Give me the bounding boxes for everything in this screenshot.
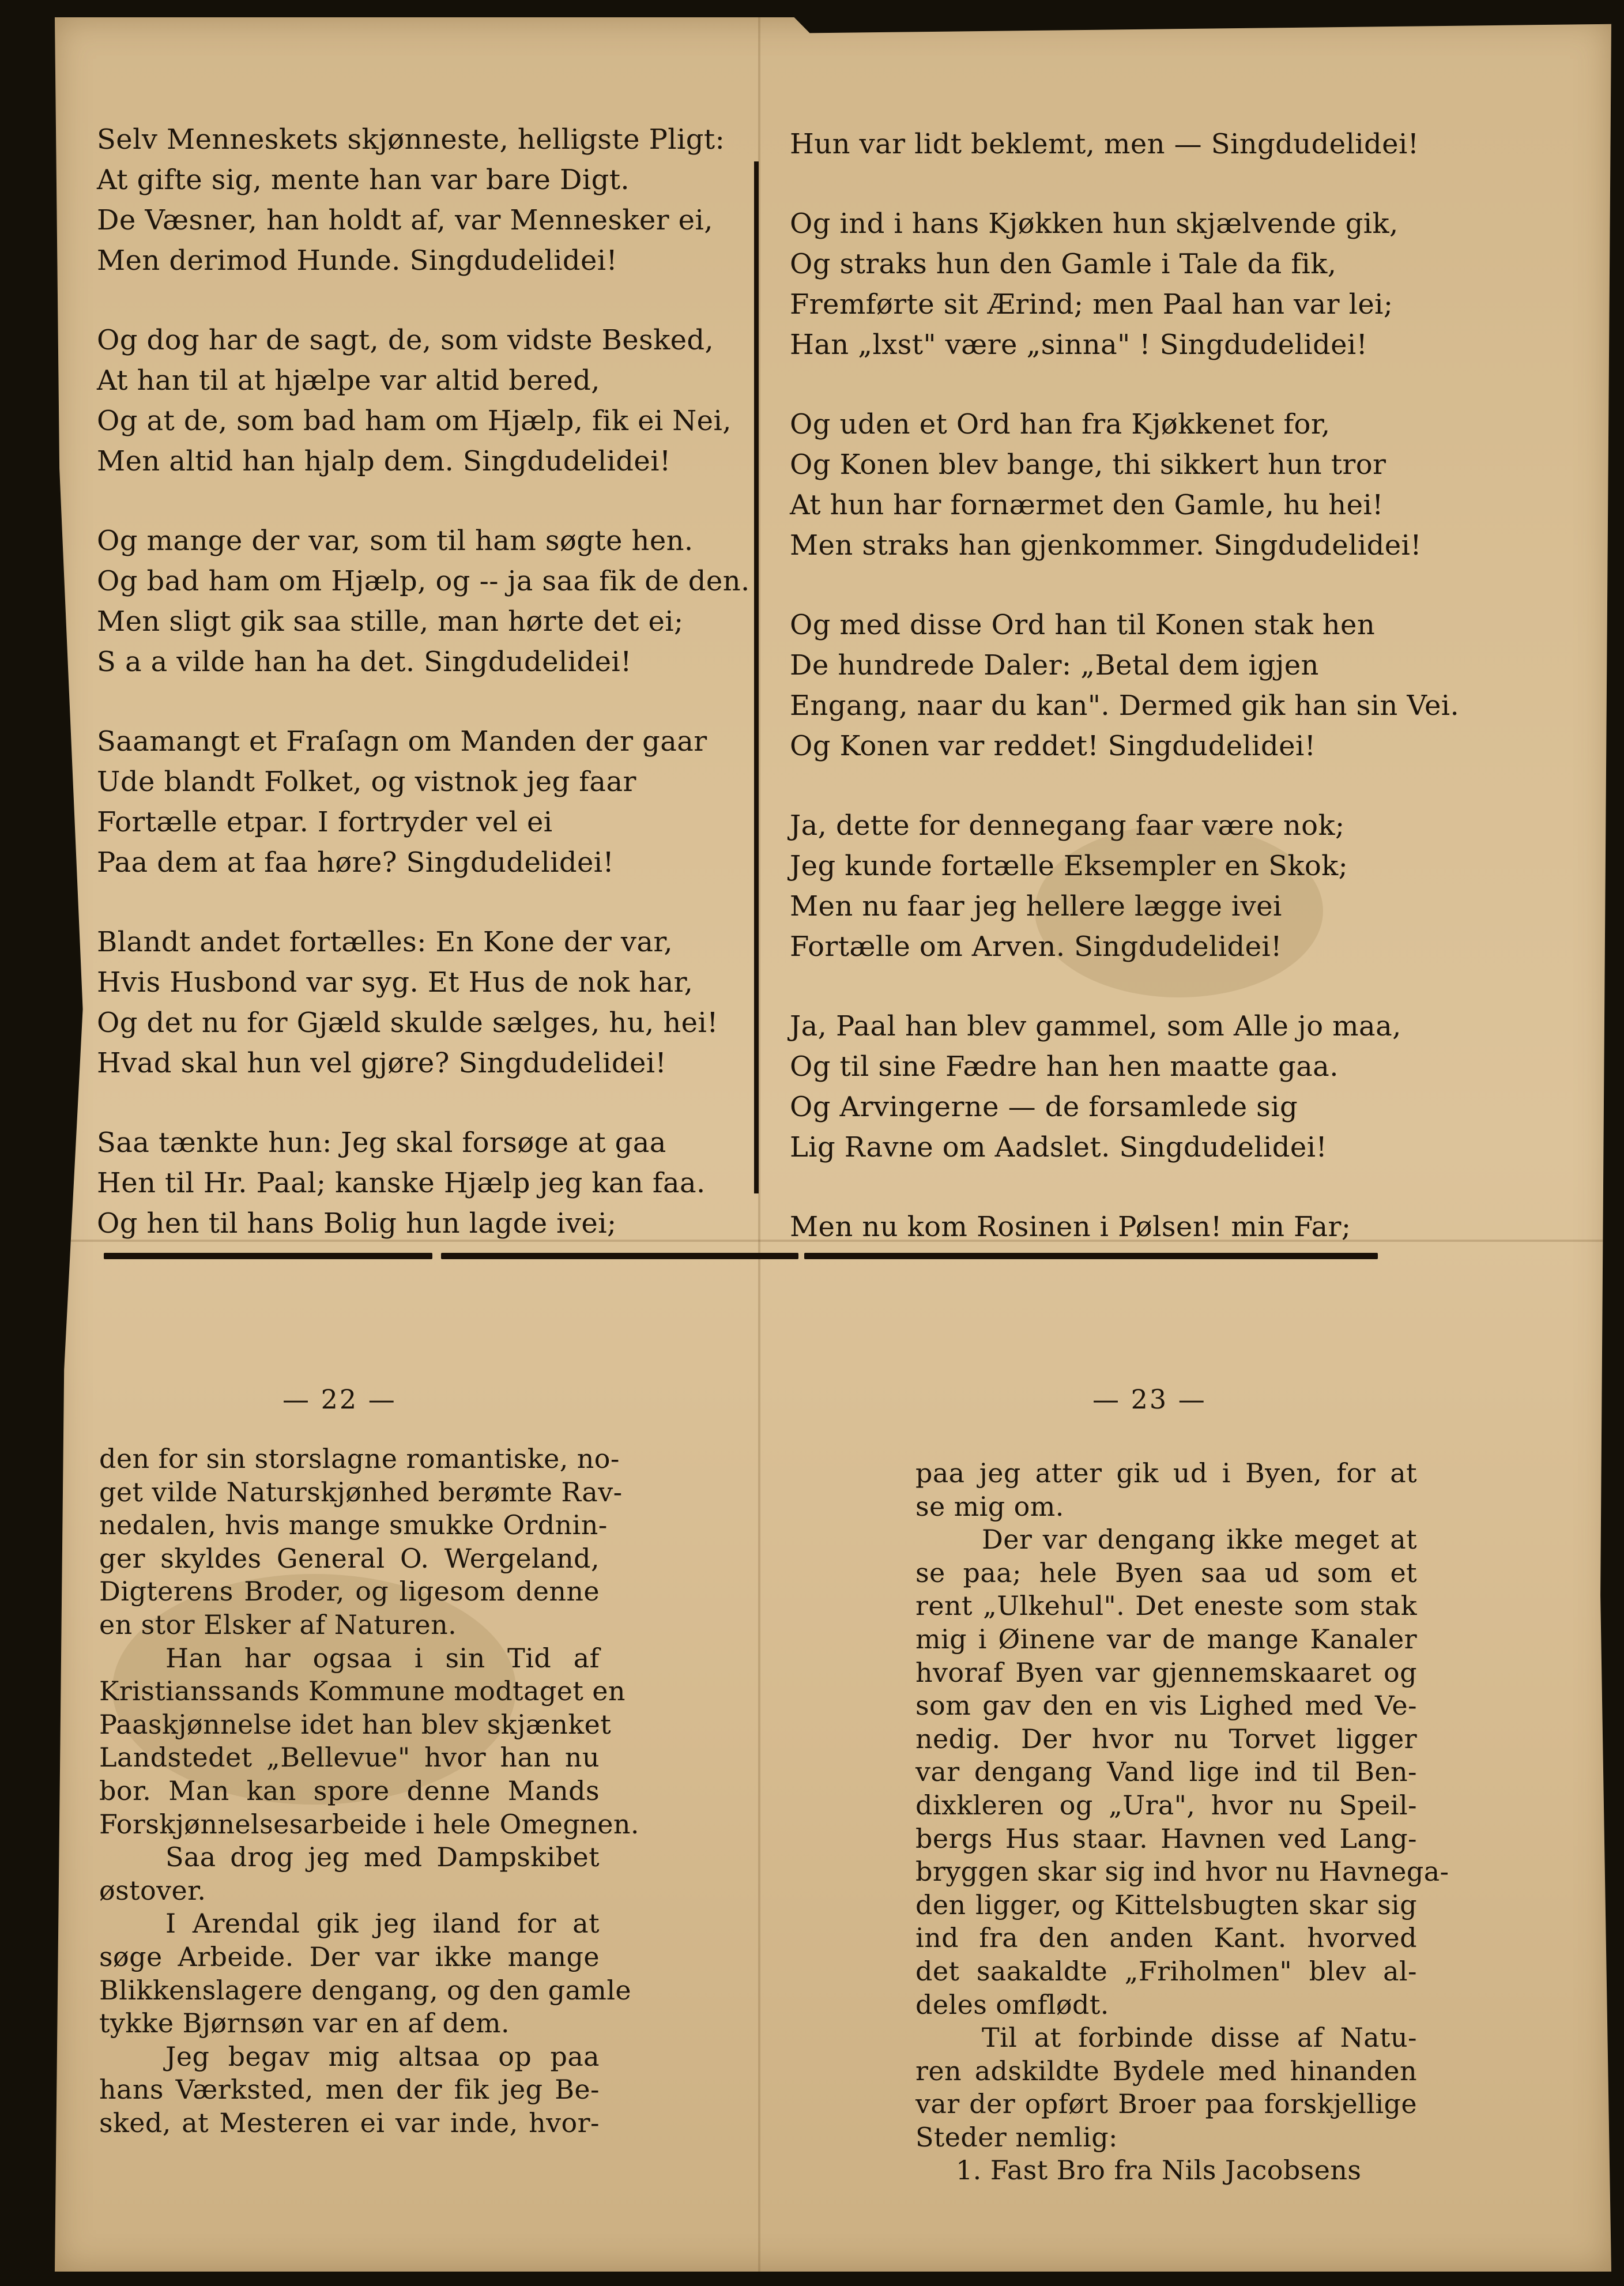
top-right-verse-column [790, 124, 1460, 1286]
text-line: Han har ogsaa i sin Tid af [165, 1642, 600, 1674]
verse-line: At hun har fornærmet den Gamle, hu hei! [790, 489, 1384, 521]
verse-stanza [790, 805, 1435, 967]
page-23-text [915, 1457, 1449, 2187]
verse-line: Hvis Husbond var syg. Et Hus de nok har, [97, 966, 694, 999]
text-line: østover. [99, 1874, 206, 1906]
section-rule [804, 1253, 1378, 1259]
verse-line: Engang, naar du kan". Dermed gik han sin Vei. [790, 690, 1460, 722]
verse-line: Lig Ravne om Aadslet. Singdudelidei! [790, 1131, 1328, 1163]
text-line: bryggen skar sig ind hvor nu Havnega- [915, 1856, 1449, 1888]
verse-line: Og med disse Ord han til Konen stak hen [790, 609, 1376, 641]
verse-stanza [790, 404, 1435, 566]
text-line: bor. Man kan spore denne Mands [99, 1775, 600, 1806]
column-divider [754, 161, 759, 1193]
text-line: som gav den en vis Lighed med Ve- [915, 1690, 1417, 1722]
page-22-text [99, 1443, 639, 2140]
verse-line: Hen til Hr. Paal; kanske Hjælp jeg kan faa. [97, 1167, 706, 1199]
verse-line: Saamangt et Fraſagn om Manden der gaar [97, 725, 707, 758]
text-line: se paa; hele Byen saa ud som et [915, 1557, 1417, 1588]
verse-stanza [97, 1123, 719, 1244]
verse-line: Selv Menneskets skjønneste, helligste Pligt: [97, 123, 725, 156]
verse-line: Og straks hun den Gamle i Tale da fik, [790, 248, 1337, 280]
verse-line: Og bad ham om Hjælp, og -- ja saa fik de den. [97, 565, 750, 597]
text-line: Blikkenslagere dengang, og den gamle [99, 1974, 632, 2006]
text-line: var der opført Broer paa forskjellige [915, 2088, 1417, 2120]
verse-line: Og Arvingerne — de forsamlede sig [790, 1091, 1298, 1123]
verse-line: Og hen til hans Bolig hun lagde ivei; [97, 1207, 617, 1240]
verse-line: Paa dem at faa høre? Singdudelidei! [97, 846, 615, 879]
verse-line: Og Konen blev bange, thi sikkert hun tror [790, 449, 1386, 481]
text-line: dixkleren og „Ura", hvor nu Speil- [915, 1789, 1417, 1821]
text-line: sked, at Mesteren ei var inde, hvor- [99, 2107, 600, 2138]
section-rule [104, 1253, 432, 1259]
verse-line: Og mange der var, som til ham søgte hen. [97, 525, 694, 557]
verse-line: Og Konen var reddet! Singdudelidei! [790, 730, 1316, 762]
verse-line: Blandt andet fortælles: En Kone der var, [97, 926, 673, 958]
text-line: Forskjønnelsesarbeide i hele Omegnen. [99, 1808, 639, 1840]
text-line: den ligger, og Kittelsbugten skar sig [915, 1889, 1417, 1920]
text-line: Der var dengang ikke meget at [982, 1524, 1417, 1556]
verse-line: Ja, Paal han blev gammel, som Alle jo maa, [790, 1010, 1401, 1042]
verse-line: Ja, dette for dennegang faar være nok; [790, 809, 1345, 842]
verse-stanza [790, 124, 1435, 164]
verse-line: De hundrede Daler: „Betal dem igjen [790, 649, 1319, 681]
text-line: hvoraf Byen var gjennemskaaret og [915, 1656, 1417, 1688]
text-line: deles omflødt. [915, 1989, 1109, 2020]
text-line: Steder nemlig: [915, 2121, 1118, 2153]
text-line: mig i Øinene var de mange Kanaler [915, 1623, 1417, 1655]
verse-stanza [790, 1207, 1435, 1247]
verse-line: At gifte sig, mente han var bare Digt. [97, 164, 630, 196]
verse-line: Saa tænkte hun: Jeg skal forsøge at gaa [97, 1127, 666, 1159]
verse-stanza [97, 521, 750, 682]
verse-line: Og ind i hans Kjøkken hun skjælvende gik, [790, 208, 1399, 240]
verse-line: Hun var lidt beklemt, men — Singdudelidei! [790, 128, 1419, 160]
verse-stanza [790, 605, 1460, 766]
verse-line: Hvad skal hun vel gjøre? Singdudelidei! [97, 1047, 667, 1079]
verse-line: Men sligt gik saa stille, man hørte det ei; [97, 605, 684, 638]
text-line: paa jeg atter gik ud i Byen, for at [915, 1458, 1417, 1489]
verse-line: Fortælle om Arven. Singdudelidei! [790, 931, 1282, 963]
verse-line: Han „lxst" være „sinna" ! Singdudelidei! [790, 329, 1368, 361]
verse-line: Men nu kom Rosinen i Pølsen! min Far; [790, 1211, 1351, 1243]
verse-line: Men derimod Hunde. Singdudelidei! [97, 244, 618, 277]
text-line: Kristianssands Kommune modtaget en [99, 1675, 626, 1707]
text-line: hans Værksted, men der fik jeg Be- [99, 2074, 600, 2106]
verse-stanza [790, 204, 1435, 365]
verse-line: Fremførte sit Ærind; men Paal han var lei; [790, 288, 1393, 321]
text-line: ger skyldes General O. Wergeland, [99, 1542, 600, 1574]
text-line: Digterens Broder, og ligesom denne [99, 1576, 600, 1607]
verse-line: Og at de, som bad ham om Hjælp, fik ei Nei, [97, 405, 732, 437]
verse-line: Og til sine Fædre han hen maatte gaa. [790, 1050, 1339, 1083]
text-line: I Arendal gik jeg iland for at [165, 1908, 600, 1939]
verse-line: At han til at hjælpe var altid bered, [97, 364, 600, 397]
verse-line: De Væsner, han holdt af, var Mennesker ei, [97, 204, 713, 236]
page-number: — 23 — [1092, 1384, 1207, 1415]
text-line: den for sin storslagne romantiske, no- [99, 1443, 620, 1474]
verse-line: Og det nu for Gjæld skulde sælges, hu, hei! [97, 1007, 718, 1039]
text-line: tykke Bjørnsøn var en af dem. [99, 2008, 510, 2039]
text-line: en stor Elsker af Naturen. [99, 1609, 457, 1640]
top-left-verse-column [97, 119, 750, 1283]
verse-stanza [97, 119, 725, 281]
verse-line: Og uden et Ord han fra Kjøkkenet for, [790, 408, 1331, 440]
text-line: Saa drog jeg med Dampskibet [165, 1841, 600, 1873]
section-rule [441, 1253, 798, 1259]
verse-line: Og dog har de sagt, de, som vidste Besked, [97, 324, 714, 356]
verse-line: Ude blandt Folket, og vistnok jeg faar [97, 766, 636, 798]
text-line: Jeg begav mig altsaa op paa [165, 2040, 600, 2072]
text-line: nedig. Der hvor nu Torvet ligger [915, 1723, 1417, 1754]
text-line: Paaskjønnelse idet han blev skjænket [99, 1708, 612, 1740]
verse-line: S a a vilde han ha det. Singdudelidei! [97, 646, 632, 678]
verse-stanza [97, 721, 719, 883]
verse-stanza [790, 1006, 1435, 1168]
text-line: get vilde Naturskjønhed berømte Rav- [99, 1476, 623, 1508]
text-line: Landstedet „Bellevue" hvor han nu [99, 1742, 600, 1773]
verse-line: Jeg kunde fortælle Eksempler en Skok; [790, 850, 1348, 882]
text-line: bergs Hus staar. Havnen ved Lang- [915, 1822, 1417, 1854]
text-line: se mig om. [915, 1490, 1064, 1522]
text-line: ind fra den anden Kant. hvorved [915, 1922, 1417, 1954]
verse-stanza [97, 922, 719, 1083]
text-line: Til at forbinde disse af Natu- [982, 2022, 1417, 2054]
text-line: nedalen, hvis mange smukke Ordnin- [99, 1509, 608, 1541]
verse-line: Men straks han gjenkommer. Singdudelidei! [790, 529, 1422, 562]
text-line: var dengang Vand lige ind til Ben- [915, 1756, 1417, 1788]
verse-line: Men altid han hjalp dem. Singdudelidei! [97, 445, 671, 477]
text-line: søge Arbeide. Der var ikke mange [99, 1941, 600, 1972]
text-line: ren adskildte Bydele med hinanden [915, 2055, 1417, 2087]
verse-stanza [97, 320, 732, 481]
verse-line: Fortælle etpar. I fortryder vel ei [97, 806, 553, 838]
page-number: — 22 — [282, 1384, 397, 1415]
text-line: rent „Ulkehul". Det eneste som stak [915, 1590, 1417, 1622]
text-line: det saakaldte „Friholmen" blev al- [915, 1955, 1417, 1987]
verse-line: Men nu faar jeg hellere lægge ivei [790, 890, 1282, 922]
text-line: 1. Fast Bro fra Nils Jacobsens [956, 2155, 1362, 2186]
